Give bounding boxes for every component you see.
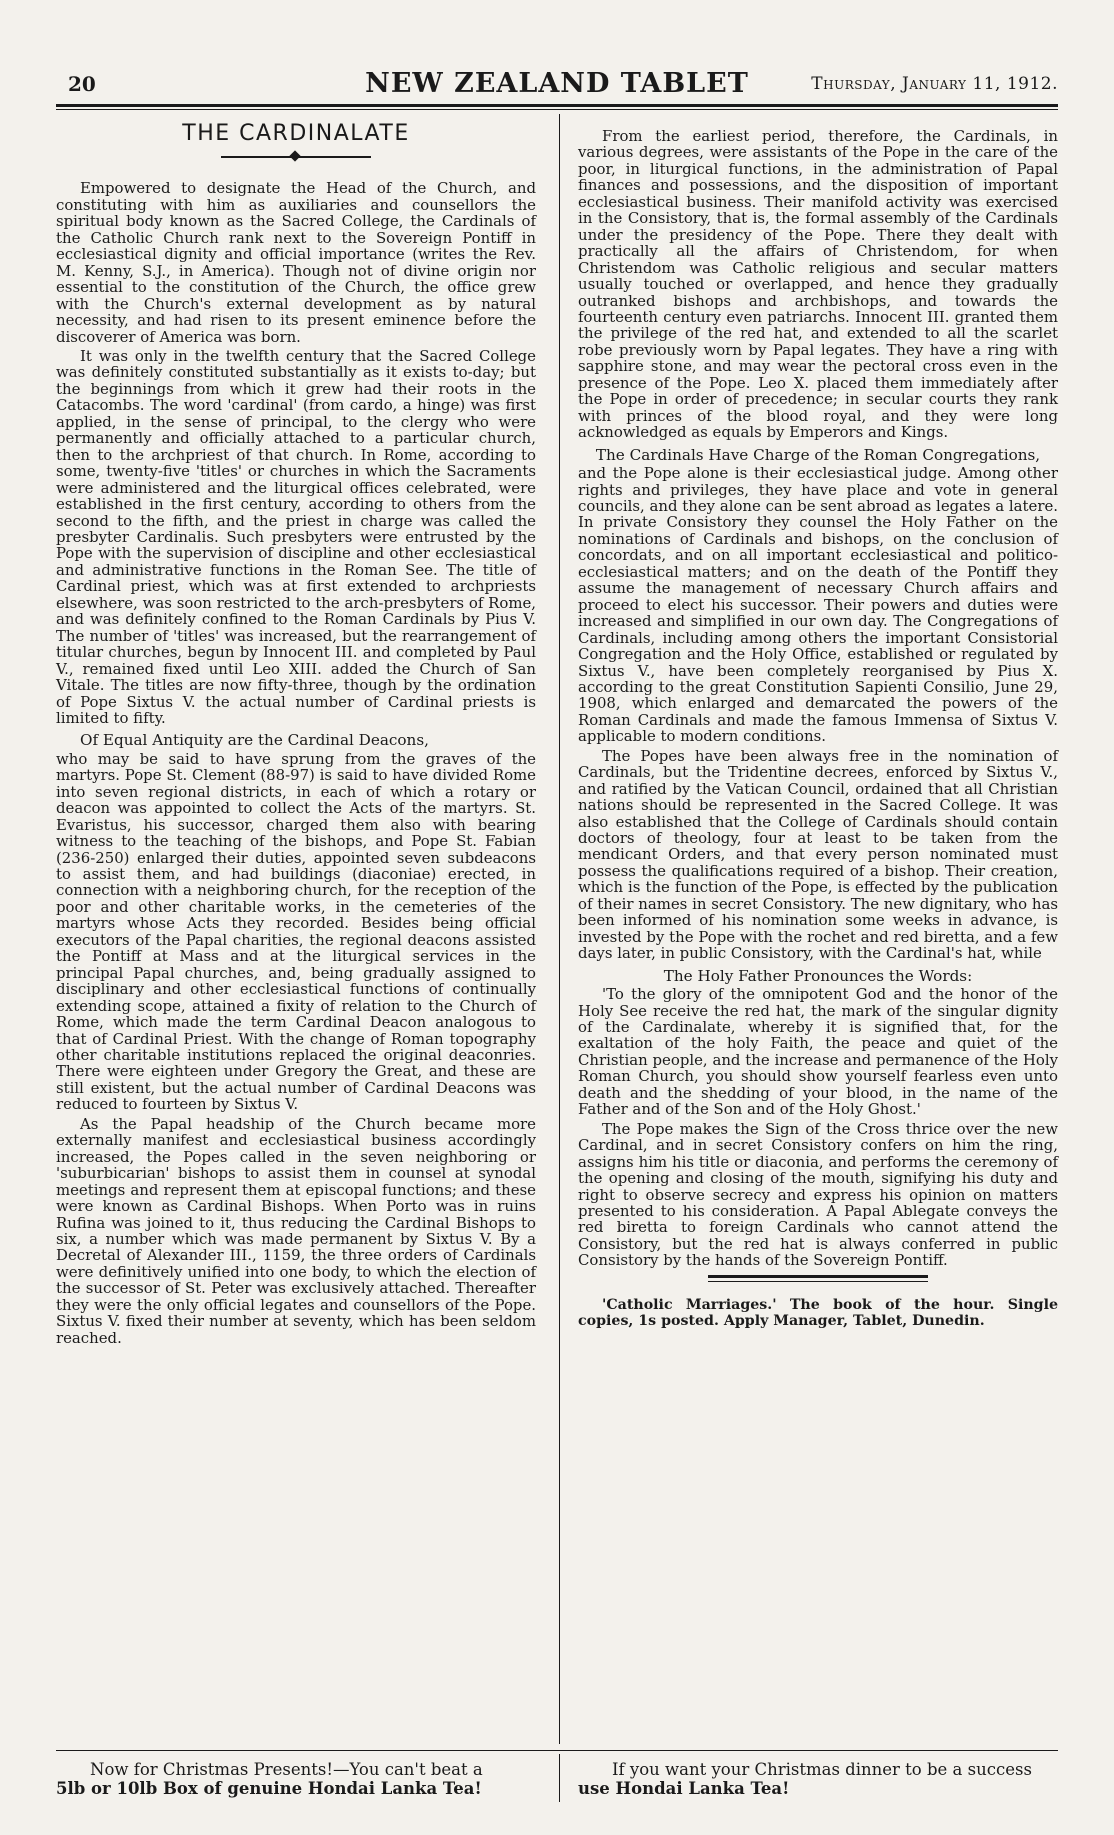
book-notice: 'Catholic Marriages.' The book of the hour. Single copies, 1s posted. Apply Manager, Tablet, Dunedin. <box>578 1296 1058 1329</box>
page-number: 20 <box>68 72 96 96</box>
article-title: THE CARDINALATE <box>182 121 410 146</box>
publication-title: NEW ZEALAND TABLET <box>365 68 749 99</box>
paragraph: Empowered to designate the Head of the Church, and constituting with him as auxiliaries and counsellors the spiritual body known as the Sacred College, the Cardinals of the Catholic Church rank next to the Sovereign Pontiff in ecclesiastical dignity and official importance (writes the Rev. M. Kenny, S.J., in America). Though not of divine origin nor essential to the constitution of the Church, the office grew with the Church's external development as by natural necessity, and had risen to its present eminence before the discoverer of America was born. <box>56 179 536 346</box>
ad-line: Now for Christmas Presents!—You can't beat a <box>90 1760 483 1779</box>
ad-line: use Hondai Lanka Tea! <box>578 1779 790 1798</box>
paragraph: It was only in the twelfth century that the Sacred College was definitely constituted substantially as it exists to-day; but the beginnings from which it grew had their roots in the Catacombs. The word 'cardinal' (from cardo, a hinge) was first applied, in the sense of principal, to the clergy who were permanently and officially attached to a particular church, then to the archpriest of that church. In Rome, according to some, twenty-five 'titles' or churches in which the Sacraments were administered and the liturgical offices celebrated, were established in the first century, according to others from the second to the fifth, and the priest in charge was called the presbyter Cardinalis. Such presbyters were entrusted by the Pope with the supervision of discipline and other ecclesiastical and administrative functions in the Roman See. The title of Cardinal priest, which was at first extended to archpriests elsewhere, was soon restricted to the arch-presbyters of Rome, and was definitely confined to the Roman Cardinals by Pius V. The number of 'titles' was increased, but the rearrangement of titular churches, begun by Innocent III. and completed by Paul V., remained fixed until Leo XIII. added the Church of San Vitale. The titles are now fifty-three, though by the ordination of Pope Sixtus V. the actual number of Cardinal priests is limited to fifty. <box>56 346 536 727</box>
ad-rule <box>56 1750 1058 1751</box>
tea-ad-right <box>578 1760 1058 1798</box>
subheading: The Holy Father Pronounces the Words: <box>663 966 973 985</box>
paragraph: 'To the glory of the omnipotent God and the honor of the Holy See receive the red hat, the mark of the singular dignity of the Cardinalate, whereby it is signified that, for the exaltation of the holy Faith, the peace and quiet of the Christian people, and the increase and permanence of the Holy Roman Church, you should show yourself fearless even unto death and the shedding of your blood, in the name of the Father and of the Son and of the Holy Ghost.' <box>578 985 1058 1119</box>
ad-line: If you want your Christmas dinner to be a success <box>612 1760 1032 1779</box>
paragraph: who may be said to have sprung from the graves of the martyrs. Pope St. Clement (88-97) is said to have divided Rome into seven regional districts, in each of which a rotary or deacon was appointed to collect the Acts of the martyrs. St. Evaristus, his successor, charged them also with bearing witness to the teaching of the bishops, and Pope St. Fabian (236-250) enlarged their duties, appointed seven subdeacons to assist them, and had buildings (diaconiae) erected, in connection with a neighboring church, for the reception of the poor and other charitable works, in the cemeteries of the martyrs whose Acts they recorded. Besides being official executors of the Papal charities, the regional deacons assisted the Pontiff at Mass and at the liturgical services in the principal Papal churches, and, being gradually assigned to disciplinary and other ecclesiastical functions of continually extending scope, attained a fixity of relation to the Church of Rome, which made the term Cardinal Deacon analogous to that of Cardinal Priest. With the change of Roman topography other charitable institutions replaced the original deaconries. There were eighteen under Gregory the Great, and these are still existent, but the actual number of Cardinal Deacons was reduced to fourteen by Sixtus V. <box>56 749 536 1114</box>
column-divider <box>559 114 560 1744</box>
page-header <box>56 70 1058 102</box>
title-ornament <box>221 152 371 162</box>
header-rule-thin <box>56 109 1058 110</box>
issue-date: Thursday, January 11, 1912. <box>811 74 1058 94</box>
newspaper-page <box>56 70 1058 1815</box>
subheading: Of Equal Antiquity are the Cardinal Deacons, <box>80 731 429 750</box>
paragraph: The Pope makes the Sign of the Cross thrice over the new Cardinal, and in secret Consistory confers on him the ring, assigns him his title or diaconia, and performs the ceremony of the opening and closing of the mouth, signifying his duty and right to observe secrecy and express his opinion on matters presented to his consideration. A Papal Ablegate conveys the red biretta to foreign Cardinals who cannot attend the Consistory, but the red hat is always conferred in public Consistory by the hands of the Sovereign Pontiff. <box>578 1119 1058 1270</box>
left-column <box>56 121 536 1349</box>
header-rule <box>56 104 1058 107</box>
end-rule <box>708 1275 928 1287</box>
tea-ad-left <box>56 1760 536 1798</box>
subheading: The Cardinals Have Charge of the Roman Congregations, <box>595 445 1041 464</box>
paragraph: and the Pope alone is their ecclesiastical judge. Among other rights and privileges, they have place and vote in general councils, and they alone can be sent abroad as legates a latere. In private Consistory they counsel the Holy Father on the nominations of Cardinals and bishops, on the conclusion of concordats, and on all important ecclesiastical and politico-ecclesiastical matters; and on the death of the Pontiff they assume the management of necessary Church affairs and proceed to elect his successor. Their powers and duties were increased and simplified in our own day. The Congregations of Cardinals, including among others the important Consistorial Congregation and the Holy Office, established or regulated by Sixtus V., have been completely reorganised by Pius X. according to the great Constitution Sapienti Consilio, June 29, 1908, which enlarged and demarcated the powers of the Roman Cardinals and made the famous Immensa of Sixtus V. applicable to modern conditions. <box>578 464 1058 746</box>
right-column <box>578 128 1058 1332</box>
paragraph: As the Papal headship of the Church became more externally manifest and ecclesiastical business accordingly increased, the Popes called in the seven neighboring or 'suburbicarian' bishops to assist them in counsel at synodal meetings and represent them at episcopal functions; and these were known as Cardinal Bishops. When Porto was in ruins Rufina was joined to it, thus reducing the Cardinal Bishops to six, a number which was made permanent by Sixtus V. By a Decretal of Alexander III., 1159, the three orders of Cardinals were definitively unified into one body, to which the election of the successor of St. Peter was exclusively attached. Thereafter they were the only official legates and counsellors of the Pope. Sixtus V. fixed their number at seventy, which has been seldom reached. <box>56 1114 536 1347</box>
paragraph: The Popes have been always free in the nomination of Cardinals, but the Tridentine decrees, enforced by Sixtus V., and ratified by the Vatican Council, ordained that all Christian nations should be represented in the Sacred College. It was also established that the College of Cardinals should contain doctors of theology, four at least to be taken from the mendicant Orders, and that every person nominated must possess the qualifications required of a bishop. Their creation, which is the function of the Pope, is effected by the publication of their names in secret Consistory. The new dignitary, who has been informed of his nomination some weeks in advance, is invested by the Pope with the rochet and red biretta, and a few days later, in public Consistory, with the Cardinal's hat, while <box>578 746 1058 963</box>
ad-line: 5lb or 10lb Box of genuine Hondai Lanka Tea! <box>56 1779 482 1798</box>
paragraph: From the earliest period, therefore, the Cardinals, in various degrees, were assistants of the Pope in the care of the poor, in liturgical functions, in the administration of Papal finances and possessions, and the disposition of important ecclesiastical business. Their manifold activity was exercised in the Consistory, that is, the formal assembly of the Cardinals under the presidency of the Pope. There they dealt with practically all the affairs of Christendom, for when Christendom was Catholic religious and secular matters usually touched or overlapped, and hence they gradually outranked bishops and archbishops, and towards the fourteenth century even patriarchs. Innocent III. granted them the privilege of the red hat, and extended to all the scarlet robe previously worn by Papal legates. They have a ring with sapphire stone, and may wear the pectoral cross even in the presence of the Pope. Leo X. placed them immediately after the Pope in order of precedence; in secular courts they rank with princes of the blood royal, and they were long acknowledged as equals by Emperors and Kings. <box>578 127 1058 442</box>
ad-divider <box>559 1754 560 1802</box>
